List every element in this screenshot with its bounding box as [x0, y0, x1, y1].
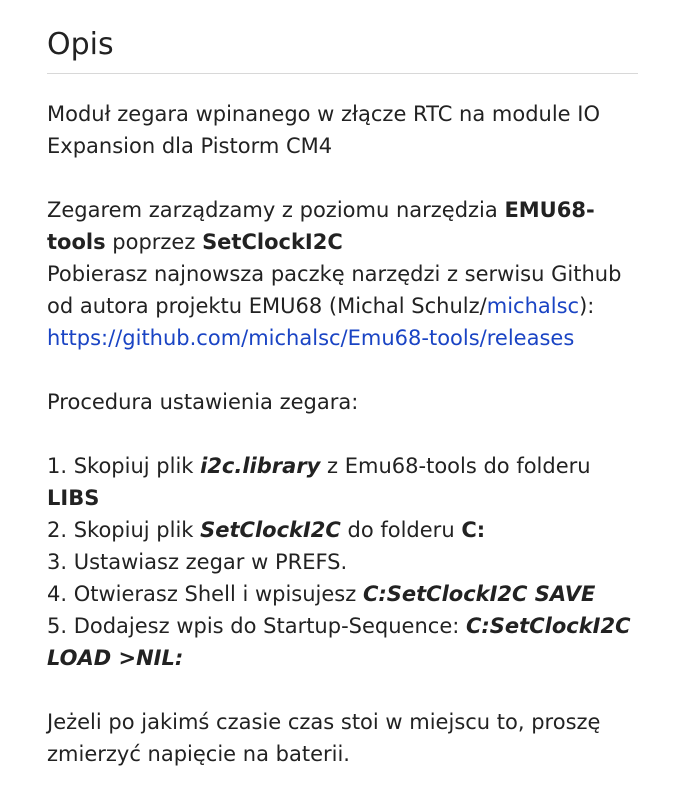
step-1-middle: z Emu68-tools do folderu — [320, 454, 591, 478]
paragraph-gap — [47, 354, 636, 386]
download-text: Pobierasz najnowsza paczkę narzędzi z serwisu Github od autora projektu EMU68 (Michal Schulz/ — [47, 262, 622, 318]
step-1-prefix: 1. Skopiuj plik — [47, 454, 201, 478]
step-3-text: 3. Ustawiasz zegar w PREFS. — [47, 550, 348, 574]
download-suffix: ): — [579, 294, 595, 318]
step-2-folder: C: — [461, 518, 486, 542]
note-paragraph: Jeżeli po jakimś czasie czas stoi w miejscu to, proszę zmierzyć napięcie na baterii. — [47, 710, 601, 766]
step-5-command: C:SetClockI2C LOAD >NIL: — [47, 614, 631, 670]
management-paragraph — [47, 194, 636, 354]
procedure-title: Procedura ustawienia zegara: — [47, 390, 359, 414]
tool-name: EMU68-tools — [47, 198, 595, 254]
management-prefix: Zegarem zarządzamy z poziomu narzędzia — [47, 198, 505, 222]
section-divider — [47, 73, 638, 74]
step-4-prefix: 4. Otwierasz Shell i wpisujesz — [47, 582, 363, 606]
intro-paragraph: Moduł zegara wpinanego w złącze RTC na module IO Expansion dla Pistorm CM4 — [47, 102, 600, 158]
step-4-command: C:SetClockI2C SAVE — [362, 582, 596, 606]
step-2-filename: SetClockI2C — [200, 518, 341, 542]
paragraph-gap — [47, 674, 636, 706]
step-5-prefix: 5. Dodajesz wpis do Startup-Sequence: — [47, 614, 466, 638]
step-1-filename: i2c.library — [200, 454, 321, 478]
paragraph-gap — [47, 162, 636, 194]
paragraph-gap — [47, 418, 636, 450]
section-title: Opis — [47, 27, 114, 62]
command-name: SetClockI2C — [202, 230, 343, 254]
management-middle: poprzez — [105, 230, 203, 254]
author-link[interactable]: michalsc — [486, 294, 580, 318]
step-2-middle: do folderu — [340, 518, 462, 542]
step-1-folder: LIBS — [47, 486, 100, 510]
procedure-steps — [47, 450, 636, 674]
step-2-prefix: 2. Skopiuj plik — [47, 518, 201, 542]
releases-link[interactable]: https://github.com/michalsc/Emu68-tools/releases — [47, 326, 575, 350]
